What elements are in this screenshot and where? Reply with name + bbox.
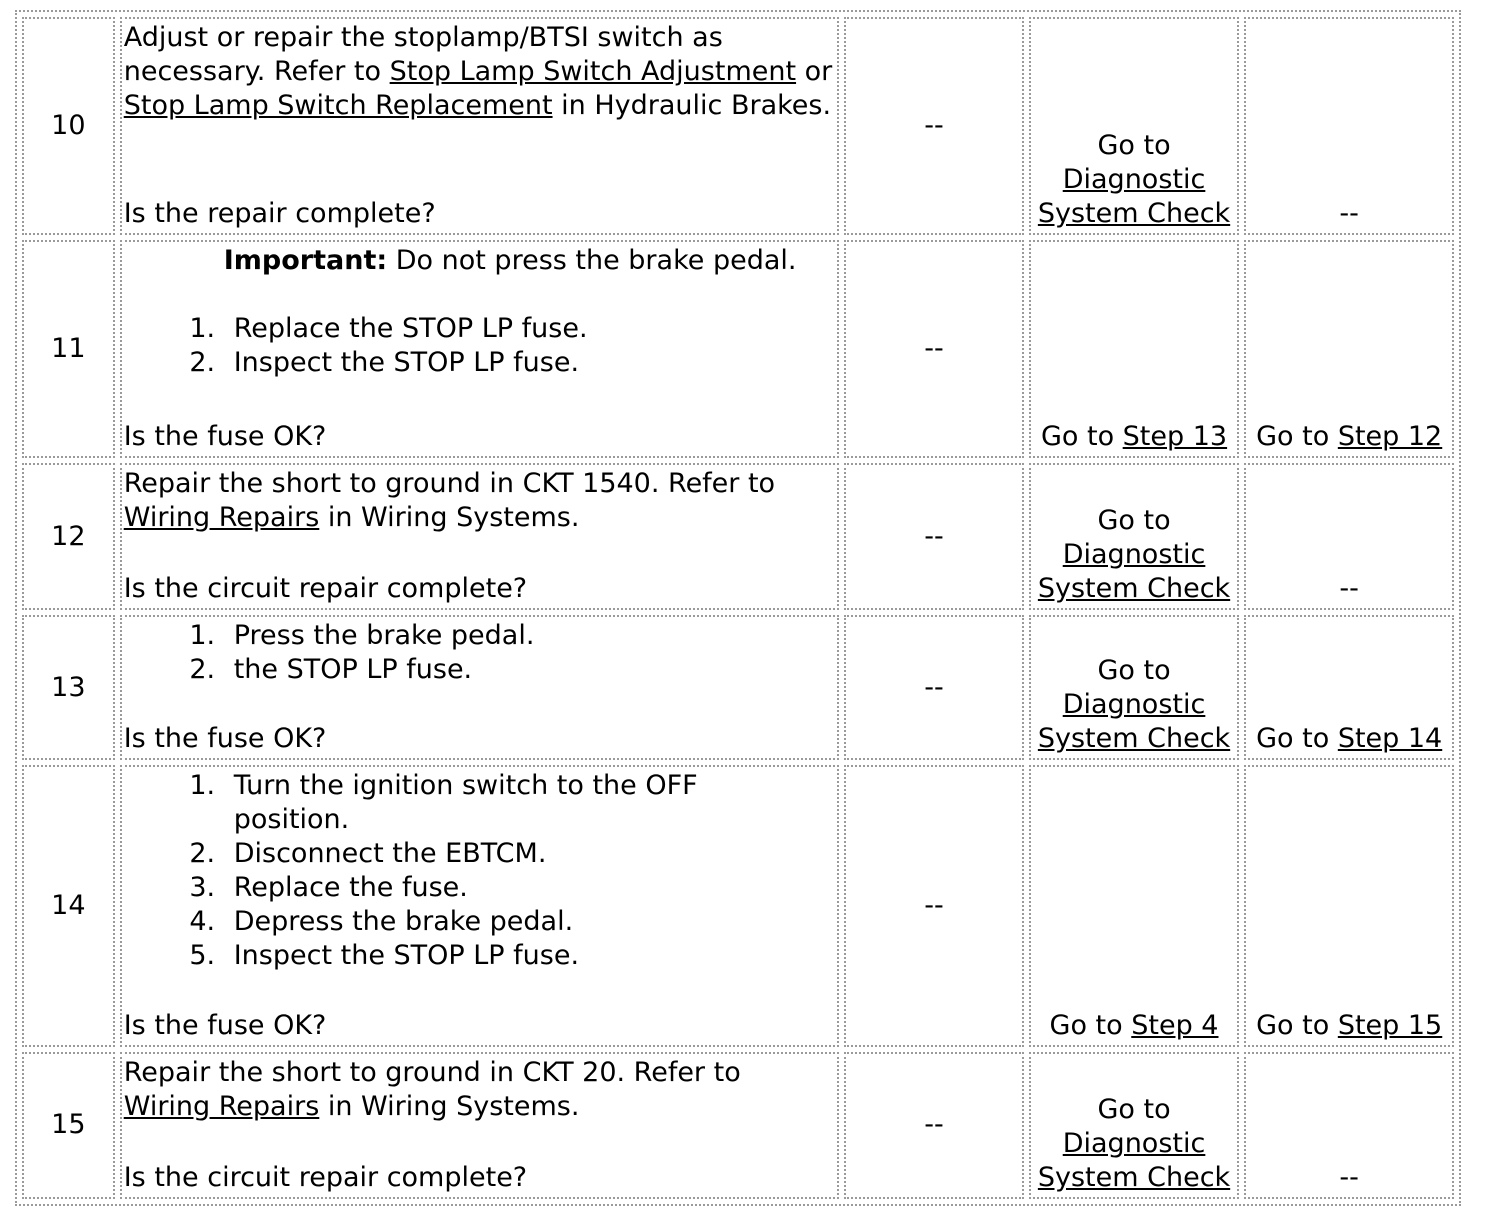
- diagnostic-system-check-link[interactable]: Diagnostic System Check: [1037, 539, 1231, 605]
- no-cell: Go to Step 15: [1244, 765, 1454, 1047]
- table-row: [22, 1052, 1454, 1199]
- step-number: 10: [22, 17, 115, 235]
- list-item: 3. Replace the fuse.: [224, 871, 836, 905]
- step-4-link[interactable]: Step 4: [1131, 1009, 1219, 1041]
- question: Is the circuit repair complete?: [123, 1162, 528, 1193]
- diagnostic-system-check-link[interactable]: Diagnostic System Check: [1037, 164, 1231, 229]
- question: Is the fuse OK?: [123, 723, 327, 755]
- wiring-repairs-link[interactable]: Wiring Repairs: [123, 502, 320, 533]
- list-item: 1. Press the brake pedal.: [224, 619, 836, 653]
- action-cell: [120, 240, 840, 458]
- no-cell: --: [1244, 1052, 1454, 1199]
- step-number: 12: [22, 463, 115, 610]
- step-list: [124, 312, 836, 380]
- wiring-repairs-link[interactable]: Wiring Repairs: [123, 1090, 320, 1122]
- diagnostic-system-check-link[interactable]: Diagnostic System Check: [1037, 1128, 1231, 1193]
- value-cell: --: [844, 240, 1023, 458]
- list-item: 2. the STOP LP fuse.: [224, 653, 836, 687]
- list-item: 4. Depress the brake pedal.: [224, 905, 836, 939]
- value-cell: --: [844, 1052, 1023, 1199]
- list-item: 2. Inspect the STOP LP fuse.: [224, 346, 836, 380]
- action-text: Adjust or repair the stoplamp/BTSI switch as necessary. Refer to Stop Lamp Switch Adjustment or Stop Lamp Switch Replacement in Hydraulic Brakes.: [123, 22, 833, 121]
- action-cell: [120, 463, 840, 610]
- no-cell: Go to Step 14: [1244, 615, 1454, 760]
- value-cell: --: [844, 17, 1023, 235]
- step-number: 13: [22, 615, 115, 760]
- action-cell: [120, 615, 840, 760]
- action-text: Repair the short to ground in CKT 20. Refer to Wiring Repairs in Wiring Systems.: [123, 1056, 741, 1122]
- yes-cell: Go to Step 13: [1029, 240, 1240, 458]
- action-text: Repair the short to ground in CKT 1540. Refer to Wiring Repairs in Wiring Systems.: [123, 468, 776, 533]
- step-list: [124, 769, 836, 973]
- stop-lamp-switch-adjustment-link[interactable]: Stop Lamp Switch Adjustment: [389, 56, 797, 87]
- action-cell: [120, 17, 840, 235]
- no-cell: Go to Step 12: [1244, 240, 1454, 458]
- yes-cell: Go to Diagnostic System Check: [1029, 463, 1240, 610]
- step-14-link[interactable]: Step 14: [1337, 723, 1443, 755]
- question: Is the repair complete?: [123, 198, 436, 229]
- table-row: [22, 240, 1454, 458]
- step-12-link[interactable]: Step 12: [1337, 421, 1443, 452]
- yes-cell: Go to Step 4: [1029, 765, 1240, 1047]
- yes-cell: Go to Diagnostic System Check: [1029, 1052, 1240, 1199]
- step-number: 11: [22, 240, 115, 458]
- table-row: [22, 17, 1454, 235]
- question: Is the circuit repair complete?: [123, 573, 528, 605]
- important-note: Important: Do not press the brake pedal.: [223, 245, 797, 276]
- yes-cell: Go to Diagnostic System Check: [1029, 615, 1240, 760]
- list-item: 1. Replace the STOP LP fuse.: [224, 312, 836, 346]
- value-cell: --: [844, 463, 1023, 610]
- question: Is the fuse OK?: [123, 1009, 327, 1041]
- step-13-link[interactable]: Step 13: [1122, 421, 1228, 452]
- table-row: [22, 463, 1454, 610]
- step-number: 15: [22, 1052, 115, 1199]
- yes-cell: Go to Diagnostic System Check: [1029, 17, 1240, 235]
- diagnostic-system-check-link[interactable]: Diagnostic System Check: [1037, 689, 1231, 755]
- no-cell: --: [1244, 17, 1454, 235]
- action-cell: [120, 1052, 840, 1199]
- list-item: 5. Inspect the STOP LP fuse.: [224, 939, 836, 973]
- step-15-link[interactable]: Step 15: [1337, 1009, 1443, 1041]
- diagnostic-table: [15, 10, 1461, 1206]
- stop-lamp-switch-replacement-link[interactable]: Stop Lamp Switch Replacement: [123, 90, 553, 121]
- step-number: 14: [22, 765, 115, 1047]
- table-row: [22, 765, 1454, 1047]
- no-cell: --: [1244, 463, 1454, 610]
- list-item: 1. Turn the ignition switch to the OFF position.: [224, 769, 836, 837]
- value-cell: --: [844, 765, 1023, 1047]
- value-cell: --: [844, 615, 1023, 760]
- list-item: 2. Disconnect the EBTCM.: [224, 837, 836, 871]
- action-cell: [120, 765, 840, 1047]
- step-list: [124, 619, 836, 687]
- question: Is the fuse OK?: [123, 421, 327, 452]
- table-row: [22, 615, 1454, 760]
